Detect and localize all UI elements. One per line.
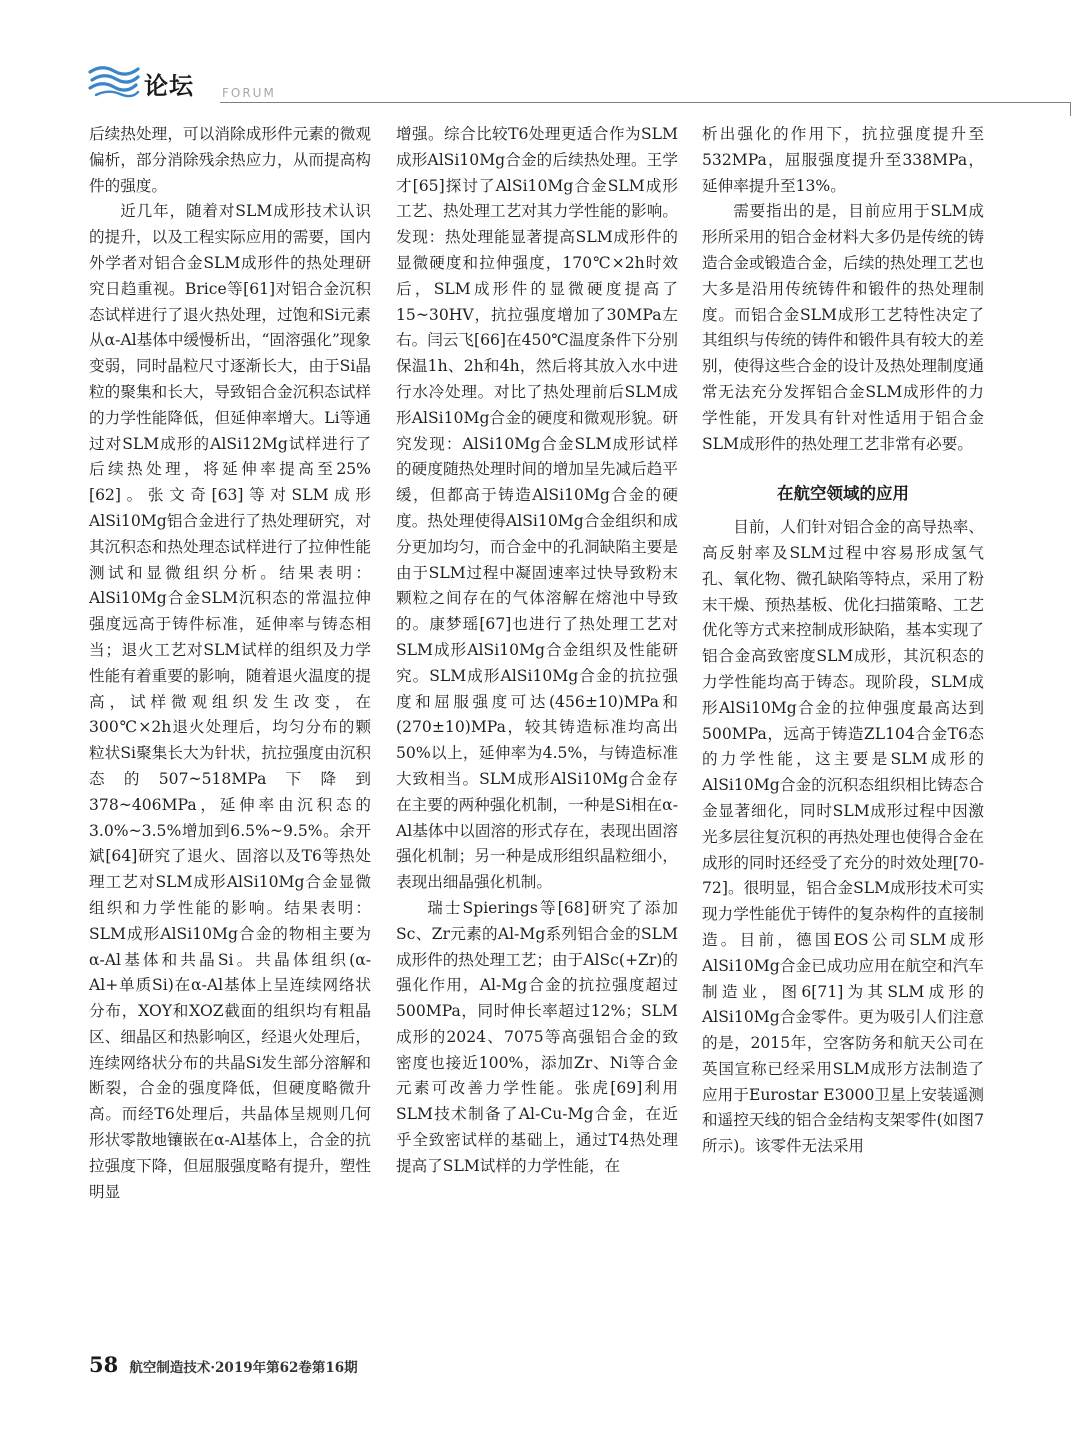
paragraph: 目前，人们针对铝合金的高导热率、高反射率及SLM过程中容易形成氢气孔、氧化物、微孔缺陷等特点，采用了粉末干燥、预热基板、优化扫描策略、工艺优化等方式来控制成形缺陷，基本实现了铝合金高致密度SLM成形，其沉积态的力学性能均高于铸态。现阶段，SLM成形AlSi10Mg合金的拉伸强度最高达到500MPa，远高于铸造ZL104合金T6态的力学性能，这主要是SLM成形的AlSi10Mg合金的沉积态组织相比铸态合金显著细化，同时SLM成形过程中因激光多层往复沉积的再热处理也使得合金在成形的同时还经受了充分的时效处理[70-72]。很明显，铝合金SLM成形技术可实现力学性能优于铸件的复杂构件的直接制造。目前，德国EOS公司SLM成形AlSi10Mg合金已成功应用在航空和汽车制造业，图6[71]为其SLM成形的AlSi10Mg合金零件。更为吸引人们注意的是，2015年，空客防务和航天公司在英国宣称已经采用SLM成形方法制造了应用于Eurostar E3000卫星上安装遥测和遥控天线的铝合金结构支架零件(如图7所示)。该零件无法采用 <box>702 518 984 1156</box>
page-header <box>88 62 988 107</box>
text-column-2 <box>396 122 678 1180</box>
text-column-3 <box>702 122 984 1160</box>
paragraph: 瑞士Spierings等[68]研究了添加Sc、Zr元素的Al-Mg系列铝合金的SLM成形件的热处理工艺；由于AlSc(+Zr)的强化作用，Al-Mg合金的抗拉强度超过500MPa，同时伸长率超过12%；SLM成形的2024、7075等高强铝合金的致密度也接近100%，添加Zr、Ni等合金元素可改善力学性能。张虎[69]利用SLM技术制备了Al-Cu-Mg合金，在近乎全致密试样的基础上，通过T4热处理提高了SLM试样的力学性能，在 <box>396 898 678 1175</box>
page-footer <box>89 1352 509 1376</box>
page-number: 58 <box>89 1352 119 1377</box>
paragraph: 析出强化的作用下，抗拉强度提升至532MPa，屈服强度提升至338MPa，延伸率提升至13%。 <box>702 125 984 195</box>
text-column-1 <box>89 122 371 1205</box>
paragraph: 需要指出的是，目前应用于SLM成形所采用的铝合金材料大多仍是传统的铸造合金或锻造合金，后续的热处理工艺也大多是沿用传统铸件和锻件的热处理制度。而铝合金SLM成形工艺特性决定了其组织与传统的铸件和锻件具有较大的差别，使得这些合金的设计及热处理制度通常无法充分发挥铝合金SLM成形件的力学性能，开发具有针对性适用于铝合金SLM成形件的热处理工艺非常有必要。 <box>702 202 984 453</box>
header-rule <box>220 102 1071 103</box>
journal-citation: 航空制造技术·2019年第62卷第16期 <box>129 1360 358 1376</box>
paragraph: 后续热处理，可以消除成形件元素的微观偏析，部分消除残余热应力，从而提高构件的强度。 <box>89 125 371 195</box>
paragraph: 近几年，随着对SLM成形技术认识的提升，以及工程实际应用的需要，国内外学者对铝合金SLM成形件的热处理研究日趋重视。Brice等[61]对铝合金沉积态试样进行了退火热处理，过饱和Si元素从α-Al基体中缓慢析出，“固溶强化”现象变弱，同时晶粒尺寸逐渐长大，由于Si晶粒的聚集和长大，导致铝合金沉积态试样的力学性能降低，但延伸率增大。Li等通过对SLM成形的AlSi12Mg试样进行了后续热处理，将延伸率提高至25%[62]。张文奇[63]等对SLM成形AlSi10Mg铝合金进行了热处理研究，对其沉积态和热处理态试样进行了拉伸性能测试和显微组织分析。结果表明：AlSi10Mg合金SLM沉积态的常温拉伸强度远高于铸件标准，延伸率与铸态相当；退火工艺对SLM试样的组织及力学性能有着重要的影响，随着退火温度的提高，试样微观组织发生改变，在300℃×2h退火处理后，均匀分布的颗粒状Si聚集长大为针状，抗拉强度由沉积态的507~518MPa下降到378~406MPa，延伸率由沉积态的3.0%~3.5%增加到6.5%~9.5%。余开斌[64]研究了退火、固溶以及T6等热处理工艺对SLM成形AlSi10Mg合金显微组织和力学性能的影响。结果表明：SLM成形AlSi10Mg合金的物相主要为α-Al基体和共晶Si。共晶体组织(α-Al+单质Si)在α-Al基体上呈连续网络状分布，XOY和XOZ截面的组织均有粗晶区、细晶区和热影响区，经退火处理后，连续网络状分布的共晶Si发生部分溶解和断裂，合金的强度降低，但硬度略微升高。而经T6处理后，共晶体呈规则几何形状零散地镶嵌在α-Al基体上，合金的抗拉强度下降，但屈服强度略有提升，塑性明显 <box>89 202 371 1201</box>
paragraph: 增强。综合比较T6处理更适合作为SLM成形AlSi10Mg合金的后续热处理。王学才[65]探讨了AlSi10Mg合金SLM成形工艺、热处理工艺对其力学性能的影响。发现：热处理能显著提高SLM成形件的显微硬度和拉伸强度，170℃×2h时效后，SLM成形件的显微硬度提高了15~30HV，抗拉强度增加了30MPa左右。闫云飞[66]在450℃温度条件下分别保温1h、2h和4h，然后将其放入水中进行水冷处理。对比了热处理前后SLM成形AlSi10Mg合金的硬度和微观形貌。研究发现：AlSi10Mg合金SLM成形试样的硬度随热处理时间的增加呈先减后趋平缓，但都高于铸造AlSi10Mg合金的硬度。热处理使得AlSi10Mg合金组织和成分更加均匀，而合金中的孔洞缺陷主要是由于SLM过程中凝固速率过快导致粉末颗粒之间存在的气体溶解在熔池中导致的。康梦瑶[67]也进行了热处理工艺对SLM成形AlSi10Mg合金组织及性能研究。SLM成形AlSi10Mg合金的抗拉强度和屈服强度可达(456±10)MPa和(270±10)MPa，较其铸造标准均高出50%以上，延伸率为4.5%，与铸造标准大致相当。SLM成形AlSi10Mg合金存在主要的两种强化机制，一种是Si相在α-Al基体中以固溶的形式存在，表现出固溶强化机制；另一种是成形组织晶粒细小，表现出细晶强化机制。 <box>396 125 678 892</box>
section-heading: 在航空领域的应用 <box>777 484 909 504</box>
section-title: 论坛 <box>144 71 194 100</box>
wave-lines-logo-icon <box>88 62 140 100</box>
section-title-english: FORUM <box>222 86 276 100</box>
